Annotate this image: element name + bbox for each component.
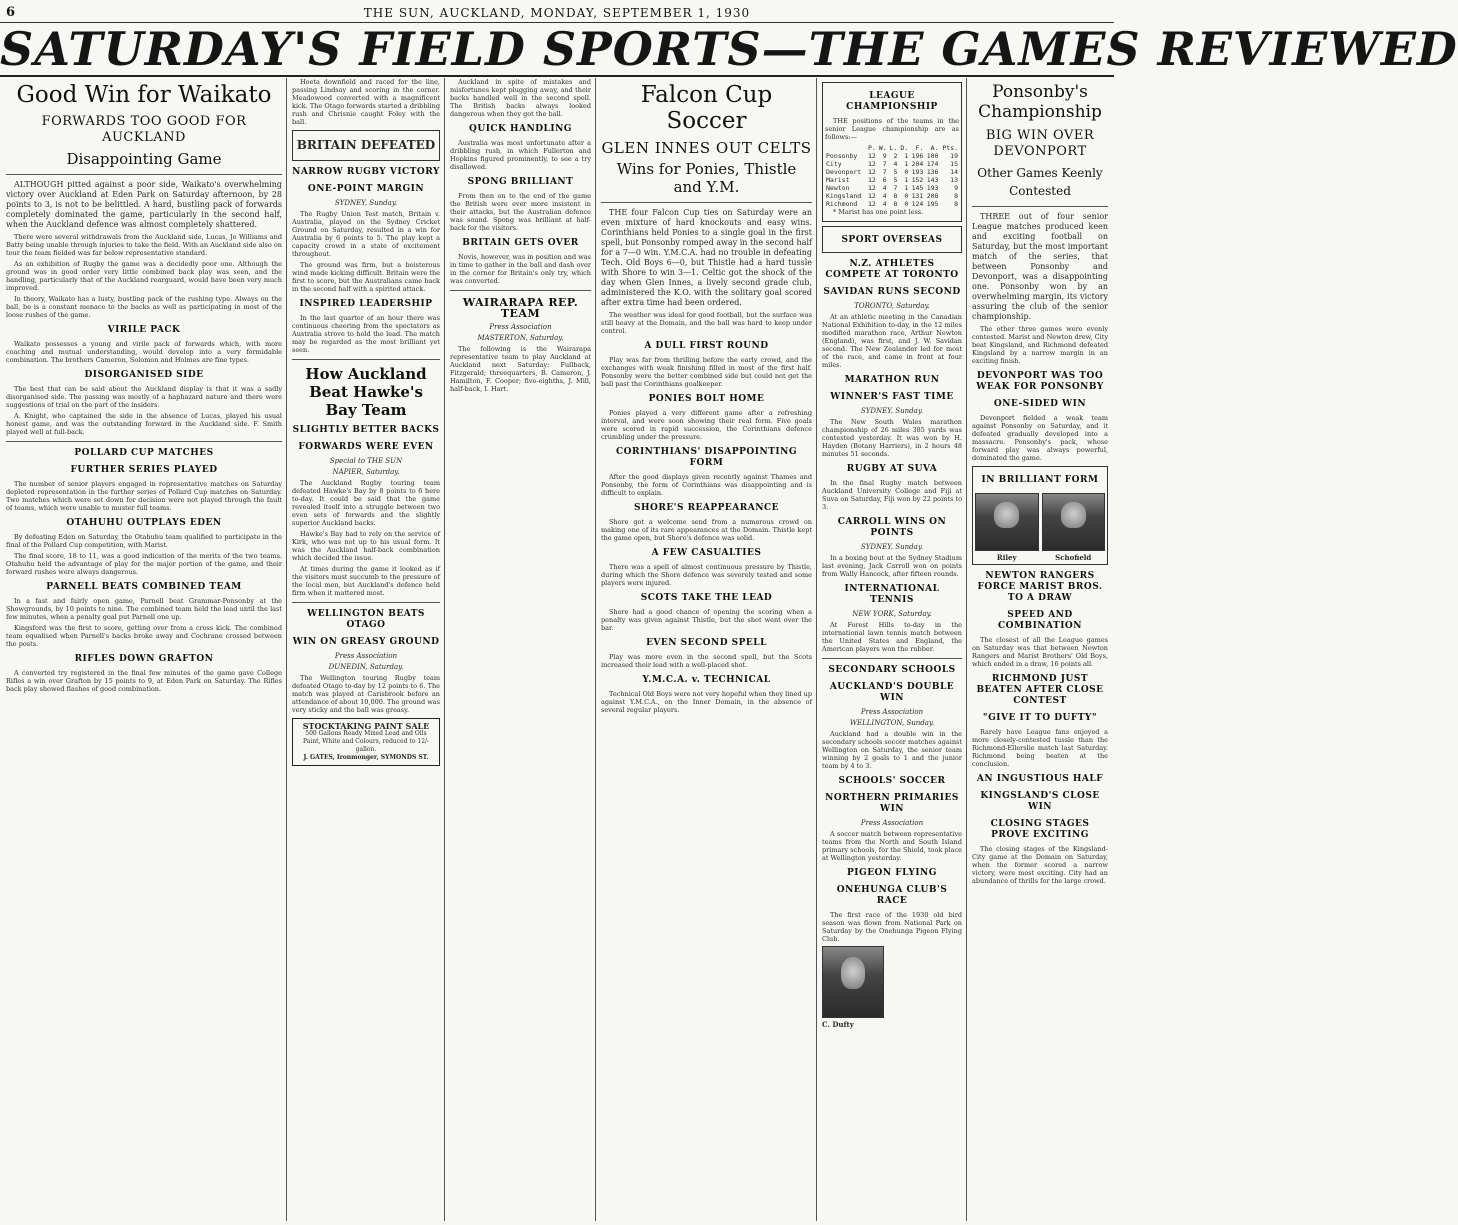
ladder-cell: 1: [904, 184, 909, 192]
ladder-cell: Richmond: [826, 200, 858, 208]
tennis-paragraph: At Forest Hills to-day in the international lawn tennis match between the United States and England, the American players won the rubber.: [822, 621, 962, 653]
falcon-paragraph: Technical Old Boys were not very hopeful when they lined up against Y.M.C.A., on the Inner Domain, in the absence of several regular players.: [601, 690, 812, 714]
overseas-box: [822, 226, 962, 253]
ladder-cell: 195: [926, 200, 939, 208]
advert-firm: J. GATES, Ironmonger, SYMONDS ST.: [303, 754, 429, 761]
ladder-cell: 193: [911, 168, 924, 176]
photo-caption: C. Dufty: [822, 1020, 854, 1029]
divider: [601, 202, 812, 203]
falcon-headline: Falcon Cup Soccer: [640, 82, 773, 134]
section-heading: PONIES BOLT HOME: [648, 394, 765, 404]
waikato-deck: FORWARDS TOO GOOD FOR AUCKLAND: [41, 114, 247, 145]
ladder-cell: 8: [954, 200, 958, 208]
britain-box: [292, 130, 440, 161]
advert-title: STOCKTAKING PAINT SALE: [302, 721, 430, 731]
ponsonby-subdeck: Other Games Keenly Contested: [977, 166, 1103, 198]
divider: [6, 174, 282, 175]
carroll-paragraph: In a boxing bout at the Sydney Stadium last evening, Jack Carroll won on points from Wally Hancock, after fifteen rounds.: [822, 554, 962, 578]
secondary-headline: SECONDARY SCHOOLS: [828, 665, 956, 675]
place-line: TORONTO, Saturday.: [854, 302, 930, 310]
waikato-paragraph: There were several withdrawals from the Auckland side, Lucas, Jo Williams and Batty being unable through injuries to take the field. With an Auckland side also on tour the team fielded was far below representative standard.: [6, 233, 282, 257]
photo-caption: Riley: [996, 553, 1017, 562]
britain-paragraph: Auckland in spite of mistakes and misfortunes kept plugging away, and their backs handled well in the second spell. The British backs always looked dangerous when they got the ball.: [450, 78, 591, 118]
waikato-headline: Good Win for Waikato: [16, 82, 272, 108]
ladder-cell: 208: [926, 192, 939, 200]
ladder-cell: 196: [911, 152, 924, 160]
newton-deck: SPEED AND COMBINATION: [998, 610, 1082, 631]
byline: Press Association: [860, 708, 924, 716]
ladder-cell: 6: [882, 176, 887, 184]
place-line: NEW YORK, Saturday.: [852, 610, 932, 618]
hawkes-paragraph: At times during the game it looked as if the visitors must succumb to the pressure of the local men, but Auckland's defence held firm when it mattered most.: [292, 565, 440, 597]
otahuhu-paragraph: The final score, 18 to 11, was a good indication of the merits of the two teams. Otahuhu held the advantage of play for the major portion of the game, and their forward rushes were always dangerous.: [6, 552, 282, 576]
dufty-heading: AN INGUSTIOUS HALF: [976, 774, 1104, 784]
richmond-headline: RICHMOND JUST BEATEN AFTER CLOSE CONTEST: [976, 674, 1104, 706]
ladder-cell: Devonport: [826, 168, 862, 176]
toronto-paragraph: At an athletic meeting in the Canadian National Exhibition to-day, in the 12 miles modified marathon race, Arthur Newton (England), was first, and J. W. Savidan second. The New Zealander led for most of the race, and came in front at four miles.: [822, 313, 962, 369]
ladder-cell: 19: [950, 152, 958, 160]
section-heading: EVEN SECOND SPELL: [646, 638, 767, 648]
ladder-header-cell: P.: [867, 144, 876, 152]
kingsland-headline: KINGSLAND'S CLOSE WIN: [980, 791, 1100, 812]
suva-paragraph: In the final Rugby match between Auckland University College and Fiji at Suva on Saturday, Fiji won by 22 points to 3.: [822, 479, 962, 511]
hawkes-deck: SLIGHTLY BETTER BACKS: [292, 425, 440, 435]
ladder-cell: 4: [882, 184, 887, 192]
falcon-paragraph: Shore had a good chance of opening the scoring when a penalty was given against Thistle, but the shot went over the bar.: [601, 608, 812, 632]
waikato-lead: ALTHOUGH pitted against a poor side, Waikato's overwhelming victory over Auckland at Eden Park on Saturday afternoon, by 28 points to 3, is not to be belittled. A hard, bustling pack of forwards completely dominated the game, particularly in the second half, when the Auckland defence was almost completely shattered.: [6, 180, 282, 229]
wairarapa-paragraph: The following is the Wairarapa representative team to play Auckland at Auckland next Saturday: Fullback, Fitzgerald; threequarters, B. Cameron, J. Hamilton, F. Cooper; five-eighths, J. Mill, half-back, I. Hart.: [450, 345, 591, 393]
ladder-cell: Marist: [826, 176, 850, 184]
dufty-photo: [822, 946, 884, 1018]
ladder-cell: 4: [882, 200, 887, 208]
ladder-row: [825, 168, 959, 176]
divider: [450, 290, 591, 291]
ladder-cell: 8: [893, 200, 898, 208]
section-heading: DISORGANISED SIDE: [84, 370, 204, 380]
falcon-deck: GLEN INNES OUT CELTS: [601, 139, 812, 157]
devonport-headline: DEVONPORT WAS TOO WEAK FOR PONSONBY: [976, 371, 1104, 392]
pollard-paragraph: The number of senior players engaged in representative matches on Saturday depleted representation in the further series of Pollard Cup matches on Saturday. Two matches which were set down for decision were not played through the fault of teams, which were unable to muster full teams.: [6, 480, 282, 512]
section-heading: SCOTS TAKE THE LEAD: [640, 593, 773, 603]
place-line: WELLINGTON, Sunday.: [849, 719, 935, 727]
photo-portrait: [994, 502, 1019, 528]
ladder-cell: Ponsonby: [826, 152, 858, 160]
ladder-cell: 7: [882, 168, 887, 176]
column-divider: [444, 78, 445, 1221]
hawkes-paragraph: The Auckland Rugby touring team defeated Hawke's Bay by 8 points to 6 here to-day. It could be said that the game revealed itself into a struggle between two even sets of forwards and the slightly superior Auckland backs.: [292, 479, 440, 527]
hawkes-paragraph: Hawke's Bay had to rely on the service of Kirk, who was not up to his usual form. It was the Auckland half-back combination which decided the issue.: [292, 530, 440, 562]
ponsonby-article: [972, 78, 1108, 1221]
ladder-header-cell: Pts.: [942, 144, 958, 152]
place-line: SYDNEY, Sunday.: [334, 199, 398, 207]
section-heading: SPONG BRILLIANT: [467, 177, 574, 187]
ladder-row: [825, 160, 959, 168]
richmond-deck: "GIVE IT TO DUFTY": [982, 713, 1098, 723]
britain-paragraph: Australia was most unfortunate after a dribbling rush, in which Fullerton and Hopkins figured prominently, to see a try disallowed.: [450, 139, 591, 171]
ladder-cell: 136: [926, 168, 939, 176]
falcon-paragraph: The weather was ideal for good football, but the surface was still heavy at the Domain, and the ball was hard to keep under control.: [601, 311, 812, 335]
britain-paragraph: From then on to the end of the game the British were ever more insistent in their attacks, but the Australian defence was sound. Spong was brilliant at half-back for the visitors.: [450, 192, 591, 232]
ladder-header-cell: D.: [900, 144, 909, 152]
ladder-cell: City: [826, 160, 842, 168]
waikato-paragraph: Waikato possesses a young and virile pack of forwards which, with more coaching and mutual understanding, would develop into a very formidable combination. The brothers Cameron, Solomon and Holmes are fine types.: [6, 340, 282, 364]
ladder-header-cell: [825, 144, 866, 152]
ladder-cell: 0: [904, 192, 909, 200]
ladder-cell: 7: [893, 184, 898, 192]
waikato-paragraph: The best that can be said about the Auckland display is that it was a sadly disorganised side. The passing was mostly of a haphazard nature and there were suggestions of trial on the part of the insiders.: [6, 385, 282, 409]
league-ladder-box: [822, 82, 962, 222]
ladder-header-cell: W.: [878, 144, 887, 152]
ponsonby-paragraph: Devonport fielded a weak team against Ponsonby on Saturday, and it defeated gradually developed into a massacre. Ponsonby's pack, whose forward play was always powerful, dominated the game.: [972, 414, 1108, 462]
britain-paragraph: The ground was firm, but a boisterous wind made kicking difficult. Britain were the first to score, but the Australians came back in the second half with a spirited attack.: [292, 261, 440, 293]
wairarapa-headline: WAIRARAPA REP. TEAM: [462, 296, 579, 320]
ladder-cell: 12: [867, 184, 876, 192]
rugby-column: [292, 78, 440, 1221]
place-line: DUNEDIN, Saturday.: [328, 663, 404, 671]
body-column: [601, 311, 812, 717]
ladder-row: [825, 184, 959, 192]
headline-rule: [0, 75, 1114, 77]
parnell-paragraph: In a fast and fairly open game, Parnell beat Grammar-Ponsonby at the Showgrounds, by 10 points to nine. The combined team held the lead until the last few minutes, when a penalty goal put Parnell one up.: [6, 597, 282, 621]
schools-headline: SCHOOLS' SOCCER: [838, 776, 946, 786]
wellington-headline: WELLINGTON BEATS OTAGO: [307, 609, 425, 630]
divider: [972, 206, 1108, 207]
ponsonby-deck: BIG WIN OVER DEVONPORT: [985, 128, 1095, 159]
page-headline: SATURDAY'S FIELD SPORTS—THE GAMES REVIEWED: [0, 22, 1458, 76]
ponsonby-headline: Ponsonby's Championship: [978, 82, 1102, 122]
column-divider: [816, 78, 817, 1221]
body-column-left: [6, 260, 282, 696]
page-number: 6: [6, 5, 16, 20]
photo-pair: [975, 490, 1105, 562]
ladder-title: LEAGUE CHAMPIONSHIP: [846, 91, 938, 112]
byline: Press Association: [860, 819, 924, 827]
falcon-cup-article: [601, 78, 812, 1221]
section-heading: VIRILE PACK: [107, 325, 181, 335]
photo-portrait: [841, 957, 865, 989]
place-line: NAPIER, Saturday.: [332, 468, 400, 476]
waikato-body-columns: [6, 260, 282, 696]
ladder-cell: 1: [904, 176, 909, 184]
divider: [6, 441, 282, 442]
waikato-paragraph: As an exhibition of Rugby the game was a decidedly poor one. Although the ground was in good order very little combined back play was seen, and the handling, particularly that of the Auckland rearguard, would have been very much improved.: [6, 260, 282, 292]
ladder-cell: 124: [911, 200, 924, 208]
ladder-cell: 8: [954, 192, 958, 200]
falcon-paragraph: Shore got a welcome send from a numerous crowd on making one of its rare appearances at the Domain. Thistle kept the game open, but Shore's defence was solid.: [601, 518, 812, 542]
paint-sale-advert: [292, 718, 440, 766]
ladder-cell: 204: [911, 160, 924, 168]
ladder-header-cell: L.: [889, 144, 898, 152]
otahuhu-heading: OTAHUHU OUTPLAYS EDEN: [66, 518, 222, 528]
overseas-column: [822, 78, 962, 1221]
waikato-article: [6, 78, 282, 1221]
ponsonby-lead: THREE out of four senior League matches produced keen and exciting football on Saturday, but the most important match of the series, that between Ponsonby and Devonport, was a disappointing one. Ponsonby won by an overwhelming margin, its victory assuring the club of the senior championship.: [972, 212, 1108, 321]
schools-deck: NORTHERN PRIMARIES WIN: [825, 793, 959, 814]
newton-headline: NEWTON RANGERS FORCE MARIST BROS. TO A DRAW: [977, 571, 1103, 603]
falcon-paragraph: Ponies played a very different game after a refreshing interval, and were soon showing their real form. Five goals were scored in rapid succession, the Corinthians defence crumbling under the pressure.: [601, 409, 812, 441]
masthead: [0, 4, 1114, 23]
waikato-subdeck: Disappointing Game: [66, 150, 222, 168]
carroll-headline: CARROLL WINS ON POINTS: [837, 517, 947, 538]
falcon-subdeck: Wins for Ponies, Thistle and Y.M.: [616, 160, 797, 196]
ladder-cell: 9: [882, 152, 887, 160]
falcon-paragraph: Play was more even in the second spell, but the Scots increased their lead with a well-placed shot.: [601, 653, 812, 669]
riley-photo: [975, 493, 1039, 551]
place-line: SYDNEY, Sunday.: [860, 543, 924, 551]
ladder-cell: Newton: [826, 184, 850, 192]
marathon-paragraph: The New South Wales marathon championship of 26 miles 385 yards was contested yesterday. It was won by H. Hayden (Botany Harriers), in 2 hours 48 minutes 51 seconds.: [822, 418, 962, 458]
byline: Press Association: [334, 652, 398, 660]
advert-text: 500 Gallons Ready Mixed Lead and Oils Paint, White and Colours, reduced to 12/- gallon.: [302, 730, 430, 753]
ladder-cell: 12: [867, 192, 876, 200]
tennis-headline: INTERNATIONAL TENNIS: [844, 584, 940, 605]
ladder-cell: 4: [893, 160, 898, 168]
falcon-paragraph: After the good displays given recently against Thames and Ponsonby, the form of Corinthians was disappointing and is difficult to explain.: [601, 473, 812, 497]
section-heading: CORINTHIANS' DISAPPOINTING FORM: [615, 447, 798, 468]
byline: Special to THE SUN: [329, 457, 403, 465]
hawkes-subdeck: FORWARDS WERE EVEN: [298, 442, 434, 452]
photo-caption: Schofield: [1055, 553, 1092, 562]
ladder-cell: 0: [904, 168, 909, 176]
ladder-cell: 100: [926, 152, 939, 160]
suva-headline: RUGBY AT SUVA: [846, 464, 938, 474]
schofield-photo: [1042, 493, 1106, 551]
ladder-cell: 14: [950, 168, 958, 176]
ladder-cell: Kingsland: [826, 192, 862, 200]
column-divider: [595, 78, 596, 1221]
falcon-body-columns: [601, 311, 812, 717]
ladder-cell: 12: [867, 176, 876, 184]
falcon-lead: THE four Falcon Cup ties on Saturday were an even mixture of hard knockouts and easy wins. Corinthians held Ponies to a single goal in the first spell, but Ponsonby romped away in the second half for a 7—0 win. Y.M.C.A. had no trouble in defeating Tech. Old Boys 6—0, but Thistle had a hard tussle with Shore to win 3—1. Celtic got the shock of the day when Glen Innes, a lively second grade club, administered the K.O. with the solitary goal scored after extra time had been ordered.: [601, 208, 812, 307]
photo-cell: [1042, 490, 1106, 562]
photo-cell: [975, 490, 1039, 562]
ladder-intro: THE positions of the teams in the senior League championship are as follows:—: [825, 117, 959, 141]
ladder-cell: 145: [911, 184, 924, 192]
pollard-heading: POLLARD CUP MATCHES: [74, 448, 214, 458]
toronto-deck: SAVIDAN RUNS SECOND: [823, 287, 961, 297]
divider: [292, 359, 440, 360]
otago-paragraph: Hoeta downfield and raced for the line, passing Lindsay and scoring in the corner. Meadowood converted with a magnificent kick. The Otago forwards started a dribbling rush and Chrisnie caught Foley with the ball.: [292, 78, 440, 126]
ladder-cell: 1: [904, 160, 909, 168]
parnell-heading: PARNELL BEATS COMBINED TEAM: [46, 582, 242, 592]
secondary-paragraph: Auckland had a double win in the secondary schools soccer matches against Wellington on Saturday, the senior team winning by 2 goals to 1 and the junior team by 4 to 3.: [822, 730, 962, 770]
ladder-cell: 5: [893, 168, 898, 176]
ladder-note: * Marist has one point less.: [833, 208, 924, 216]
pigeon-paragraph: The first race of the 1930 old bird season was flown from National Park on Saturday by the Onehunga Pigeon Flying Club.: [822, 911, 962, 943]
ladder-cell: 12: [867, 200, 876, 208]
ladder-row: [825, 152, 959, 160]
section-heading: Y.M.C.A. v. TECHNICAL: [642, 675, 771, 685]
place-line: SYDNEY, Sunday.: [860, 407, 924, 415]
ladder-header-row: [825, 144, 959, 152]
hawkes-headline: How Auckland Beat Hawke's Bay Team: [305, 365, 427, 419]
pigeon-deck: ONEHUNGA CLUB'S RACE: [836, 885, 948, 906]
ladder-cell: 4: [882, 192, 887, 200]
britain-continued-column: [450, 78, 591, 1221]
ladder-row: [825, 192, 959, 200]
toronto-headline: N.Z. ATHLETES COMPETE AT TORONTO: [825, 259, 959, 280]
marathon-headline: MARATHON RUN: [844, 375, 940, 385]
ladder-cell: 131: [911, 192, 924, 200]
section-heading: A FEW CASUALTIES: [651, 548, 762, 558]
britain-subdeck: ONE-POINT MARGIN: [307, 184, 425, 194]
ladder-cell: 8: [893, 192, 898, 200]
ladder-cell: 0: [904, 200, 909, 208]
devonport-deck: ONE-SIDED WIN: [993, 399, 1087, 409]
column-divider: [286, 78, 287, 1221]
ladder-cell: 143: [926, 176, 939, 184]
pollard-subheading: FURTHER SERIES PLAYED: [70, 465, 218, 475]
section-heading: QUICK HANDLING: [469, 124, 572, 134]
ladder-cell: 12: [867, 160, 876, 168]
kingsland-paragraph: The closing stages of the Kingsland-City game at the Domain on Saturday, when the former scored a narrow victory, were most exciting. City had an abundance of thrills for the large crowd.: [972, 845, 1108, 885]
overseas-heading: SPORT OVERSEAS: [841, 235, 943, 245]
ladder-cell: 9: [954, 184, 958, 192]
newton-paragraph: The closest of all the League games on Saturday was that between Newton Rangers and Marist Brothers' Old Boys, which ended in a draw, 16 points all.: [972, 636, 1108, 668]
ladder-table: [825, 144, 959, 208]
ladder-header-cell: F.: [915, 144, 924, 152]
section-heading: SHORE'S REAPPEARANCE: [634, 503, 779, 513]
place-line: MASTERTON, Saturday.: [477, 334, 564, 342]
richmond-paragraph: Rarely have League fans enjoyed a more closely-contested tussle than the Richmond-Ellerslie match last Saturday. Richmond being beaten at the conclusion.: [972, 728, 1108, 768]
section-heading: BRITAIN GETS OVER: [462, 238, 579, 248]
ladder-cell: 5: [893, 176, 898, 184]
ladder-cell: 12: [867, 168, 876, 176]
britain-paragraph: In the last quarter of an hour there was continuous cheering from the spectators as Australia strove to hold the lead. The match may be regarded as the most brilliant yet seen.: [292, 314, 440, 354]
ladder-cell: 174: [926, 160, 939, 168]
falcon-paragraph: There was a spell of almost continuous pressure by Thistle, during which the Shore defence was severely tested and some players were injured.: [601, 563, 812, 587]
section-heading: INSPIRED LEADERSHIP: [299, 299, 433, 309]
waikato-paragraph: In theory, Waikato has a lusty, bustling pack of the rushing type. Always on the ball, be is a constant menace to the backs as well as participating in most of the loose rushes of the game.: [6, 295, 282, 319]
ladder-cell: 2: [893, 152, 898, 160]
ladder-row: [825, 176, 959, 184]
ladder-header-cell: A.: [930, 144, 939, 152]
dateline: THE SUN, AUCKLAND, MONDAY, SEPTEMBER 1, 1930: [363, 6, 751, 20]
marathon-deck: WINNER'S FAST TIME: [830, 392, 954, 402]
photo-portrait: [1061, 502, 1086, 528]
ladder-cell: 13: [950, 176, 958, 184]
ladder-row: [825, 200, 959, 208]
secondary-deck: AUCKLAND'S DOUBLE WIN: [829, 682, 955, 703]
brilliant-form-box: [972, 466, 1108, 565]
rifles-paragraph: A converted try registered in the final few minutes of the game gave College Rifles a win over Grafton by 15 points to 9, at Eden Park on Saturday. The Rifles back play showed flashes of good combination.: [6, 669, 282, 693]
otahuhu-paragraph: By defeating Eden on Saturday, the Otahuhu team qualified to participate in the final of the Pollard Cup competition, with Marist.: [6, 533, 282, 549]
ladder-body: [825, 152, 959, 208]
britain-headline: BRITAIN DEFEATED: [296, 138, 436, 152]
britain-paragraph: The Rugby Union Test match, Britain v. Australia, played on the Sydney Cricket Ground on Saturday, resulted in a win for Australia by 6 points to 5. The play kept a capacity crowd in a state of excitement throughout.: [292, 210, 440, 258]
ladder-cell: 7: [882, 160, 887, 168]
pigeon-headline: PIGEON FLYING: [847, 868, 937, 878]
ladder-cell: 15: [950, 160, 958, 168]
britain-deck: NARROW RUGBY VICTORY: [292, 167, 440, 177]
parnell-paragraph: Kingsford was the first to score, getting over from a cross kick. The combined team equalised when Parnell's backs broke away and Cochrane crossed between the posts.: [6, 624, 282, 648]
ladder-cell: 152: [911, 176, 924, 184]
section-heading: A DULL FIRST ROUND: [644, 341, 769, 351]
ponsonby-paragraph: The other three games were evenly contested. Marist and Newton drew, City beat Kingsland, and Richmond defeated Kingsland by a narrow margin in an exciting finish.: [972, 325, 1108, 365]
byline: Press Association: [489, 323, 552, 331]
rifles-heading: RIFLES DOWN GRAFTON: [74, 654, 214, 664]
ladder-cell: 193: [926, 184, 939, 192]
falcon-paragraph: Play was far from thrilling before the early crowd, and the exchanges with weak finishing filled in most of the first half. Ponsonby were the better combined side but could not get the ball past the Corinthians goalkeeper.: [601, 356, 812, 388]
ladder-cell: 1: [904, 152, 909, 160]
kingsland-deck: CLOSING STAGES PROVE EXCITING: [990, 819, 1090, 840]
divider: [822, 658, 962, 659]
waikato-paragraph: A. Knight, who captained the side in the absence of Lucas, played his usual honest game, and was the outstanding forward in the Auckland side. F. Smith played well at full-back.: [6, 412, 282, 436]
wellington-paragraph: The Wellington touring Rugby team defeated Otago to-day by 12 points to 6. The match was played at Carisbrook before an attendance of about 10,000. The ground was very sticky and the ball was greasy.: [292, 674, 440, 714]
ladder-cell: 12: [867, 152, 876, 160]
divider: [292, 602, 440, 603]
wellington-deck: WIN ON GREASY GROUND: [292, 637, 440, 647]
column-divider: [966, 78, 967, 1221]
britain-paragraph: Novis, however, was in position and was in time to gather in the ball and dash over in the corner for Britain's only try, which was converted.: [450, 253, 591, 285]
brilliant-form-heading: IN BRILLIANT FORM: [981, 475, 1099, 485]
schools-paragraph: A soccer match between representative teams from the North and South Island primary schools, for the Shield, took place at Wellington yesterday.: [822, 830, 962, 862]
